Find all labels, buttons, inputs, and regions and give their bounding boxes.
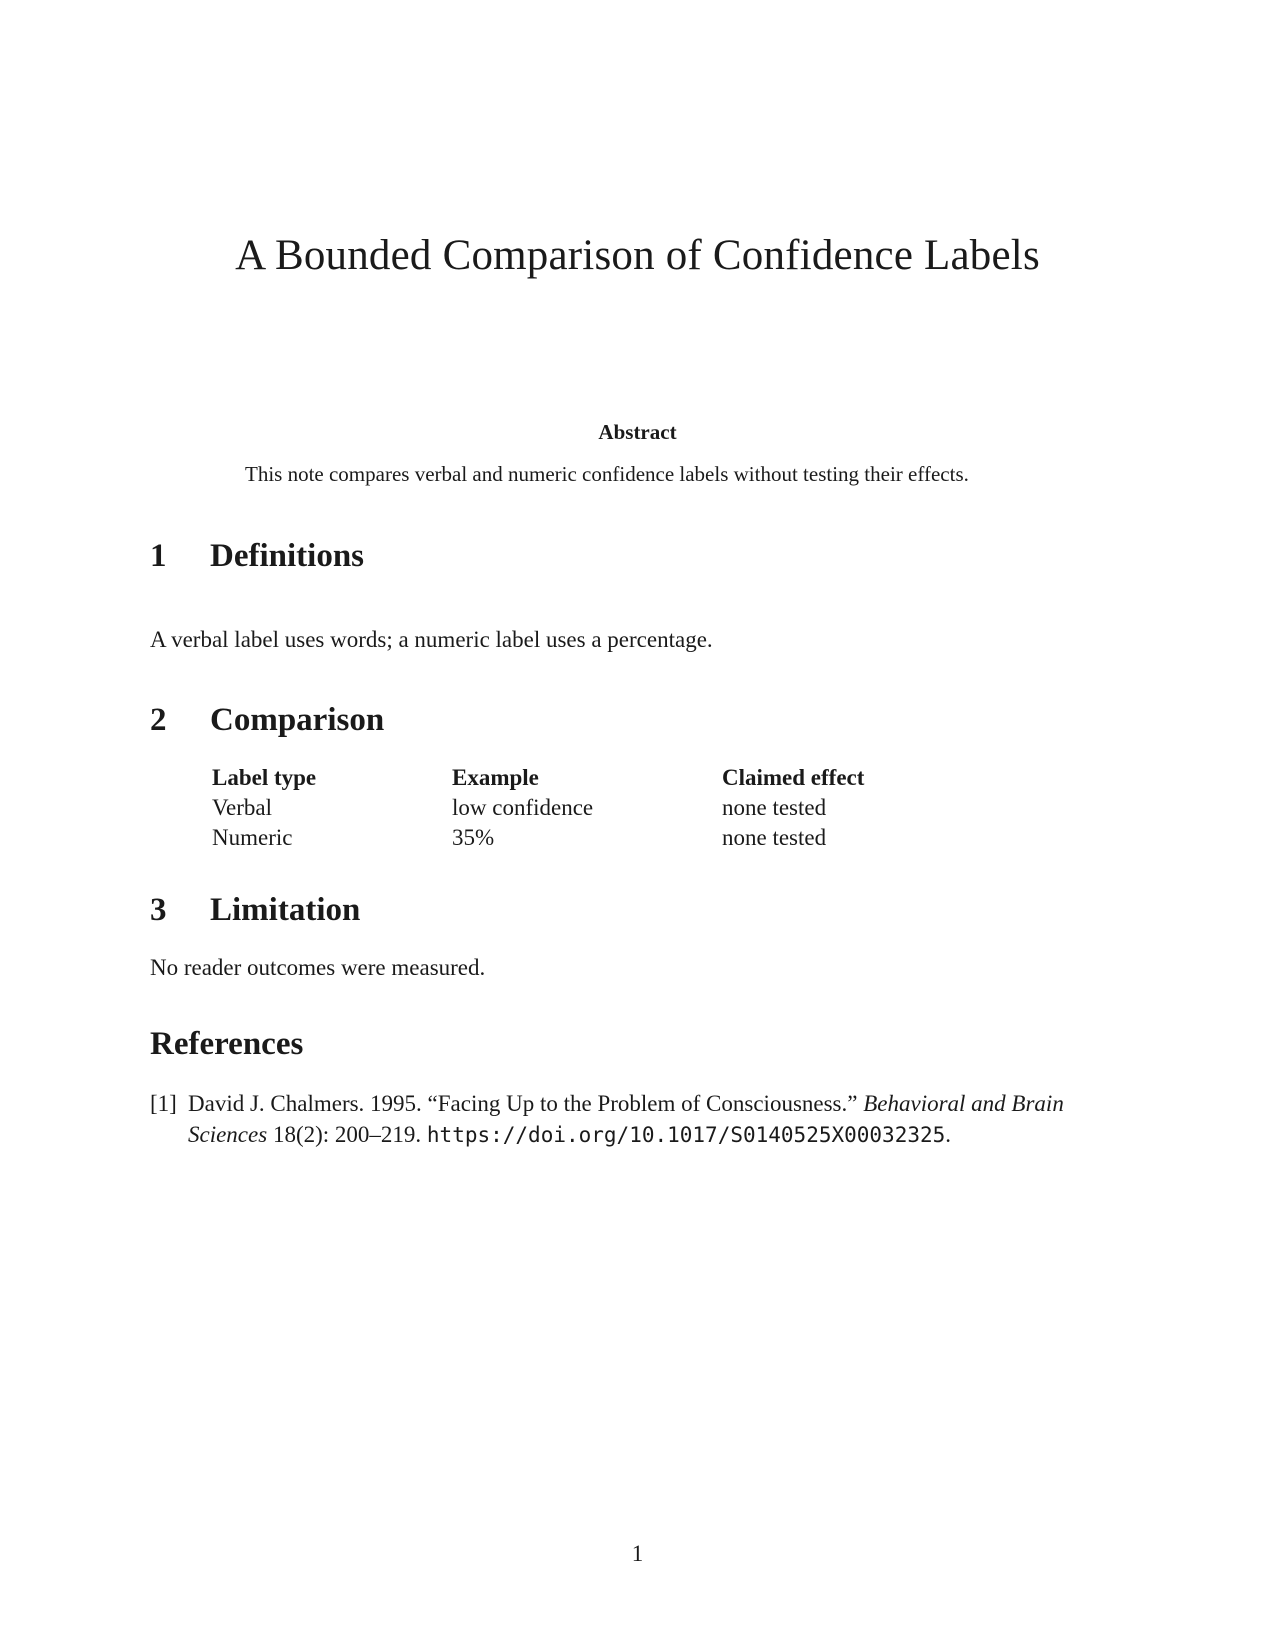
table-cell: none tested xyxy=(722,795,827,820)
table-header-cell: Example xyxy=(452,765,539,790)
table-row xyxy=(212,823,982,853)
definitions-text: A verbal label uses words; a numeric label uses a percentage. xyxy=(150,627,713,652)
references-heading: References xyxy=(150,1026,304,1062)
reference-label: [1] xyxy=(150,1091,177,1116)
abstract-heading: Abstract xyxy=(598,420,677,444)
table-cell: 35% xyxy=(452,825,495,850)
section-heading-comparison xyxy=(150,700,384,740)
section-number: 2 xyxy=(150,702,167,738)
section-heading-limitation xyxy=(150,890,360,930)
reference-trailing-period: . xyxy=(945,1122,952,1147)
section-heading-definitions xyxy=(150,536,364,576)
section-title: Definitions xyxy=(210,538,365,574)
table-header-cell: Label type xyxy=(212,765,317,790)
reference-item xyxy=(150,1088,1130,1151)
section-title: Comparison xyxy=(210,702,385,738)
comparison-table xyxy=(212,763,982,853)
page-number: 1 xyxy=(631,1541,644,1566)
limitation-text: No reader outcomes were measured. xyxy=(150,955,486,980)
abstract-text: This note compares verbal and numeric confidence labels without testing their effects. xyxy=(245,462,969,486)
table-cell: Verbal xyxy=(212,795,273,820)
table-cell: Numeric xyxy=(212,825,293,850)
section-number: 3 xyxy=(150,892,167,928)
reference-list xyxy=(150,1088,1130,1151)
reference-doi-link[interactable]: https://doi.org/10.1017/S0140525X00032325 xyxy=(426,1123,946,1147)
section-title: Limitation xyxy=(210,892,361,928)
reference-volume-pages: 18(2): 200–219. xyxy=(272,1122,422,1147)
section-number: 1 xyxy=(150,538,167,574)
table-row xyxy=(212,793,982,823)
reference-journal: Behavioral and Brain Sciences xyxy=(188,1091,1064,1147)
table-header-row xyxy=(212,763,982,793)
reference-body xyxy=(188,1088,1130,1151)
paper-title: A Bounded Comparison of Confidence Labels xyxy=(235,232,1040,279)
reference-authors-title: David J. Chalmers. 1995. “Facing Up to the Problem of Consciousness.” xyxy=(188,1091,858,1116)
table-cell: none tested xyxy=(722,825,827,850)
table-cell: low confidence xyxy=(452,795,594,820)
table-header-cell: Claimed effect xyxy=(722,765,865,790)
